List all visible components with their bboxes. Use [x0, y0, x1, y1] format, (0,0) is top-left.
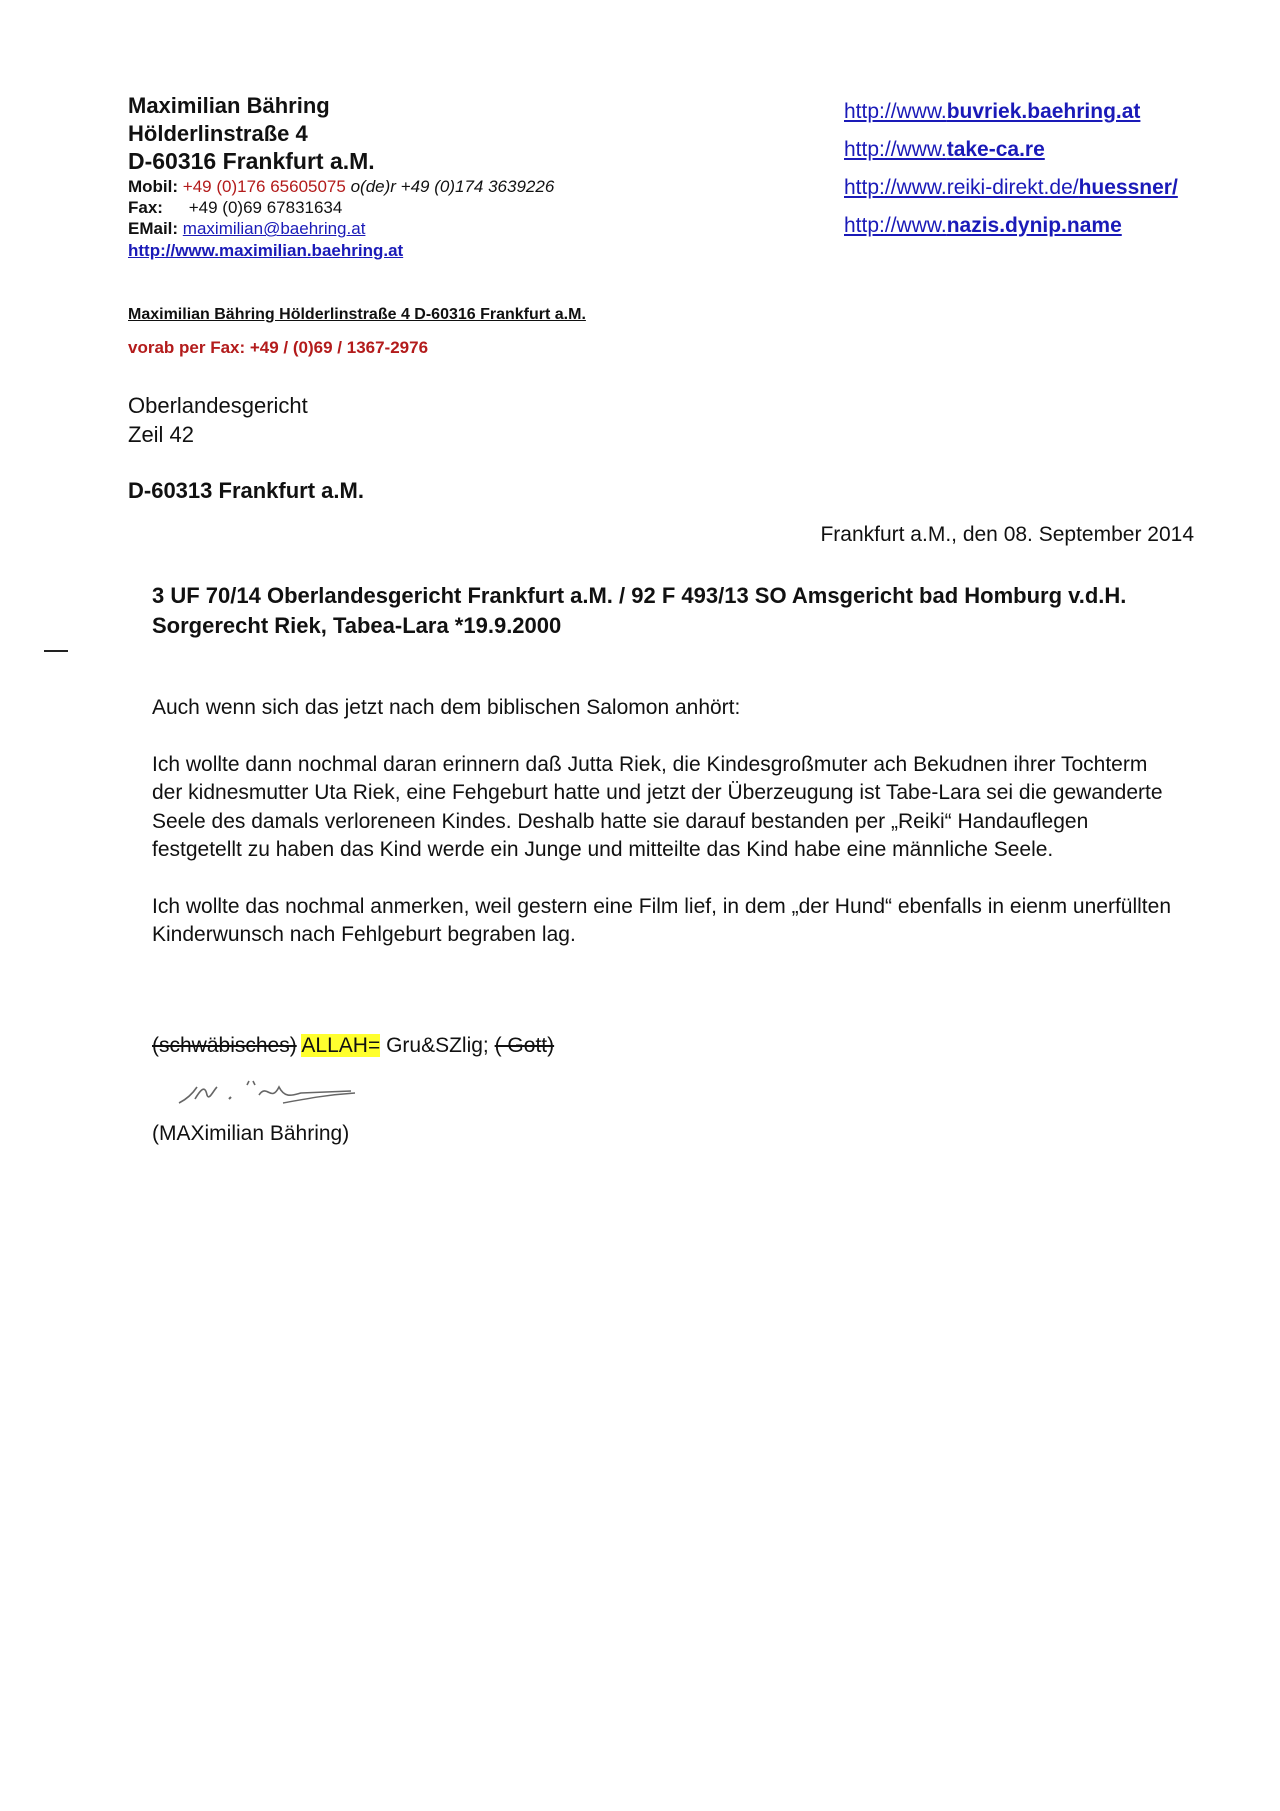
sender-email — [128, 218, 554, 239]
weblink-buvriek[interactable] — [844, 100, 1178, 124]
email-label: EMail: — [128, 219, 179, 239]
sender-street: Hölderlinstraße 4 — [128, 120, 308, 146]
signature-icon — [175, 1073, 405, 1113]
email-link[interactable]: maximilian@baehring.at — [182, 219, 366, 239]
sender-mobil — [128, 176, 554, 197]
recipient-line1: Oberlandesgericht — [128, 393, 308, 418]
subject-line2: Sorgerecht Riek, Tabea-Lara *19.9.2000 — [152, 612, 562, 638]
sender-block — [128, 92, 554, 261]
weblink-domain: buvriek.baehring.at — [946, 100, 1141, 123]
letter-body — [152, 694, 1182, 978]
mobil-number: +49 (0)176 65605075 — [182, 176, 346, 196]
letter-date: Frankfurt a.M., den 08. September 2014 — [820, 523, 1194, 546]
mobil-or: o(de)r — [350, 176, 396, 196]
sender-city: D-60316 Frankfurt a.M. — [128, 148, 375, 174]
weblink-prefix: http://www. — [844, 214, 947, 237]
body-paragraph-1: Auch wenn sich das jetzt nach dem biblischen Salomon anhört: — [152, 696, 741, 719]
weblink-reiki[interactable] — [844, 176, 1178, 200]
body-paragraph-2: Ich wollte dann nochmal daran erinnern daß Jutta Riek, die Kindesgroßmuter ach Bekudnen ihrer Tochterm der kidnesmutter Uta Riek, eine Fehgeburt hatte und jetzt der Überzeugung ist Tabe-Lara sei die gewanderte Seele des damals verloreneen Kindes. Deshalb hatte sie darauf bestanden per „Reiki“ Handauflegen festgetellt zu haben das Kind werde ein Junge und mitteilte das Kind habe eine männliche Seele. — [152, 752, 1163, 862]
sender-website — [128, 240, 554, 261]
weblink-prefix: http://www.reiki-direkt.de/ — [844, 176, 1079, 199]
recipient-city: D-60313 Frankfurt a.M. — [128, 478, 364, 503]
closing-highlight: ALLAH= — [301, 1034, 381, 1057]
subject-line1: 3 UF 70/14 Oberlandesgericht Frankfurt a.M. / 92 F 493/13 SO Amsgericht bad Homburg v.d.H. — [152, 583, 1127, 608]
fax-label: Fax: — [128, 198, 163, 217]
sender-name: Maximilian Bähring — [128, 93, 330, 118]
weblinks-list — [844, 100, 1178, 252]
mobil-label: Mobil: — [128, 176, 179, 196]
handwritten-signature — [175, 1073, 405, 1118]
closing-greeting: Gru&SZlig; — [386, 1034, 489, 1057]
fax-number: +49 (0)69 67831634 — [188, 198, 343, 217]
weblink-domain: take-ca.re — [946, 138, 1045, 161]
weblink-prefix: http://www. — [844, 138, 947, 161]
weblink-prefix: http://www. — [844, 100, 947, 123]
website-link[interactable]: http://www.maximilian.baehring.at — [128, 240, 404, 260]
subject-block — [152, 581, 1202, 640]
closing-line — [152, 1034, 554, 1058]
weblink-domain: huessner/ — [1078, 176, 1178, 199]
mobil-alt-number: +49 (0)174 3639226 — [400, 176, 555, 196]
pre-fax-note: vorab per Fax: +49 / (0)69 / 1367-2976 — [128, 338, 429, 357]
closing-struck-1: (schwäbisches) — [152, 1034, 297, 1057]
signature-name: (MAXimilian Bähring) — [152, 1122, 350, 1145]
weblink-nazis[interactable] — [844, 214, 1178, 238]
fold-mark — [44, 650, 68, 652]
weblink-take-care[interactable] — [844, 138, 1178, 162]
body-paragraph-3: Ich wollte das nochmal anmerken, weil gestern eine Film lief, in dem „der Hund“ ebenfalls in eienm unerfüllten Kinderwunsch nach Fehlgeburt begraben lag. — [152, 894, 1172, 947]
weblink-domain: nazis.dynip.name — [946, 214, 1122, 237]
recipient-block — [128, 392, 308, 449]
closing-struck-2: ( Gott) — [494, 1034, 555, 1057]
return-address-line: Maximilian Bähring Hölderlinstraße 4 D-60316 Frankfurt a.M. — [128, 306, 586, 323]
sender-fax — [128, 197, 554, 218]
recipient-line2: Zeil 42 — [128, 421, 195, 447]
